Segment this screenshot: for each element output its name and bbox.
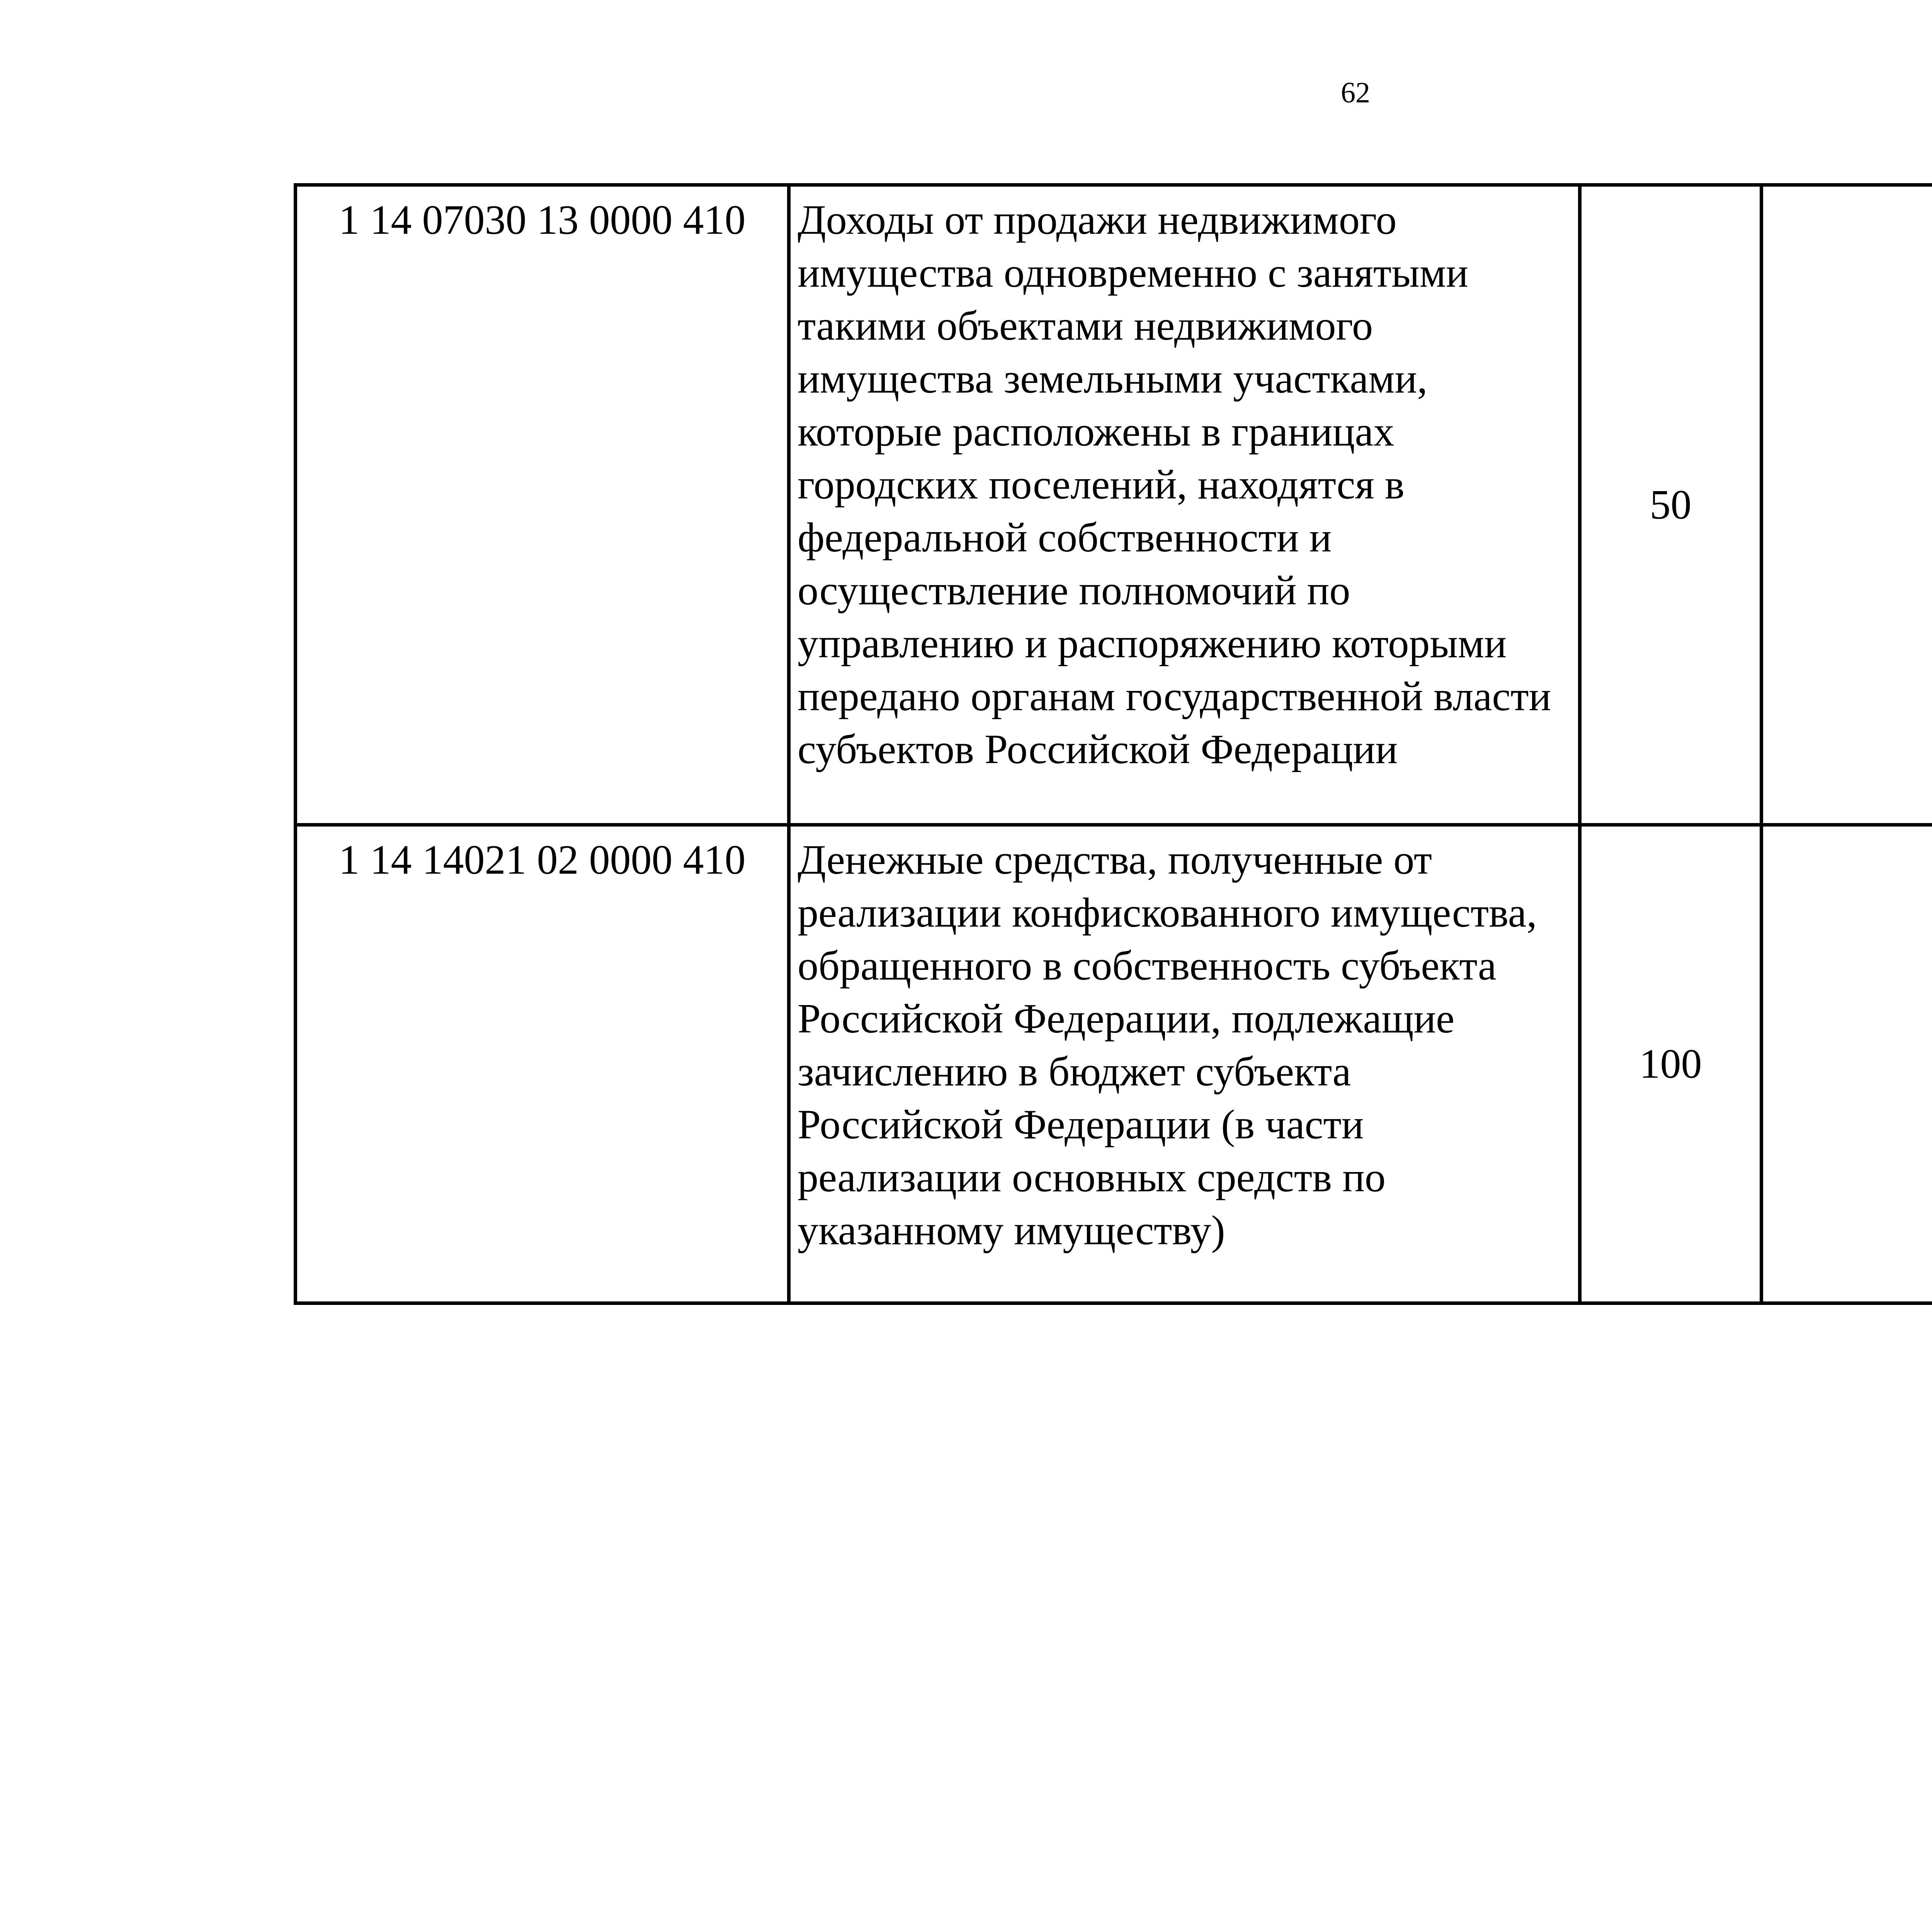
revenue-description-cell: Доходы от продажи недвижимого имущества одновременно с занятыми такими объектами недвижимого имущества земельными участками, которые расположены в границах городских поселений, находятся в федеральной собственности и осуществление полномочий по управлению и распоряжению которыми передано органам государственной власти субъектов Российской Федерации <box>789 185 1580 825</box>
table-row <box>296 185 1932 825</box>
revenue-code-cell: 1 14 14021 02 0000 410 <box>296 825 789 1303</box>
revenue-table <box>294 183 1932 1305</box>
value-cell-col4 <box>1762 825 1932 1303</box>
value-cell-col3: 50 <box>1580 185 1762 825</box>
table-row <box>296 825 1932 1303</box>
value-cell-col4 <box>1762 185 1932 825</box>
revenue-code-cell: 1 14 07030 13 0000 410 <box>296 185 789 825</box>
revenue-description-cell: Денежные средства, полученные от реализации конфискованного имущества, обращенного в собственность субъекта Российской Федерации, подлежащие зачислению в бюджет субъекта Российской Федерации (в части реализации основных средств по указанному имуществу) <box>789 825 1580 1303</box>
page-number: 62 <box>1341 77 1370 109</box>
value-cell-col3: 100 <box>1580 825 1762 1303</box>
